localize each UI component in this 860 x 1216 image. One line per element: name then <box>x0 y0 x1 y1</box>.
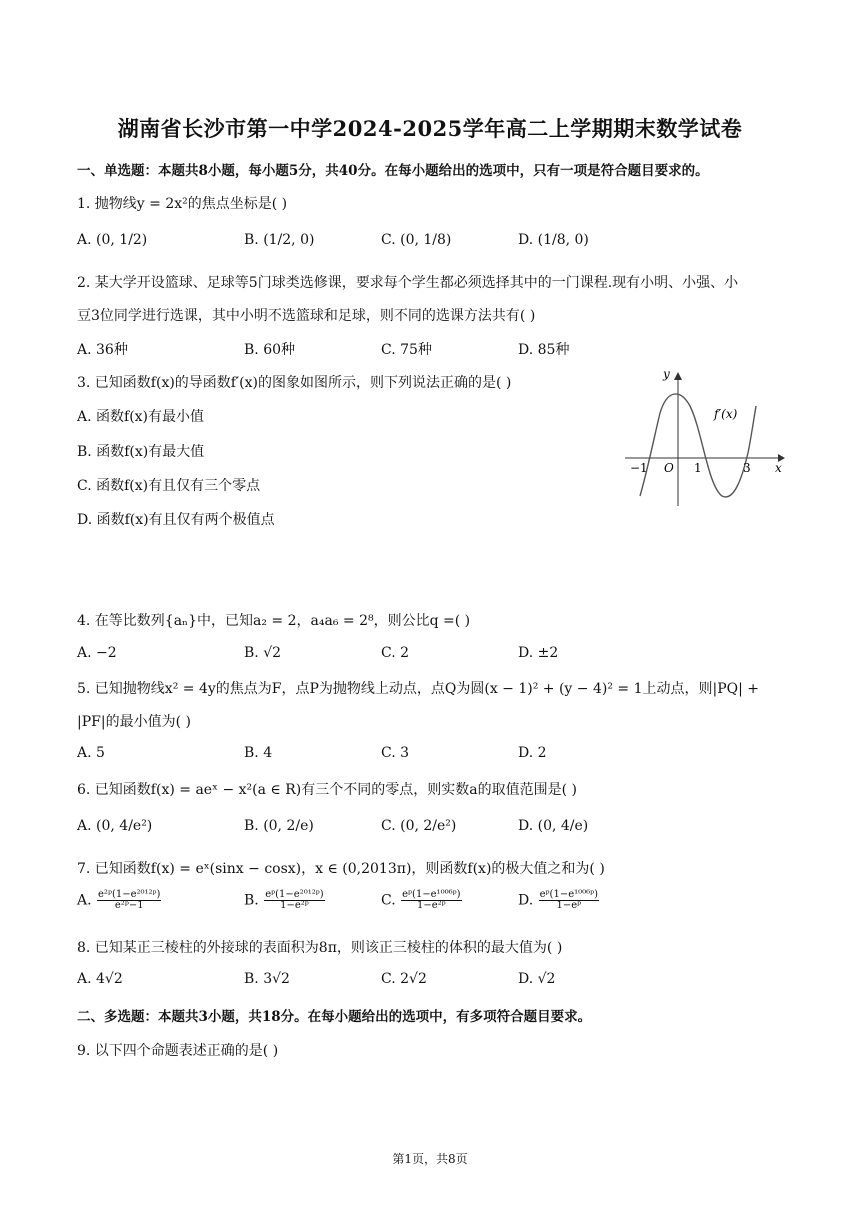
numerator: eᵖ(1−e¹⁰⁰⁶ᵖ) <box>539 889 599 900</box>
question-3-stem: 3. 已知函数f(x)的导函数f′(x)的图象如图所示，则下列说法正确的是( ) <box>77 375 512 391</box>
numerator: e²ᵖ(1−e²⁰¹²ᵖ) <box>98 889 161 900</box>
question-6-option-a: A. (0, 4/e²) <box>77 818 153 834</box>
question-4-option-c: C. 2 <box>381 645 410 661</box>
question-5-stem-line-1: 5. 已知抛物线x² = 4y的焦点为F，点P为抛物线上动点，点Q为圆(x − 1)² + (y − 4)² = 1上动点，则|PQ| + <box>77 681 760 697</box>
question-2-option-d: D. 85种 <box>518 342 570 358</box>
tick-label-3: 3 <box>743 461 751 475</box>
question-6-option-b: B. (0, 2/e) <box>244 818 314 834</box>
option-letter: D. <box>518 892 534 909</box>
question-4-option-d: D. ±2 <box>518 645 559 661</box>
fraction <box>401 890 461 911</box>
option-letter: C. <box>381 892 396 909</box>
section-multiple-choice-header: 二、多选题：本题共3小题，共18分。在每小题给出的选项中，有多项符合题目要求。 <box>77 1009 592 1025</box>
curve-label: f′(x) <box>714 407 738 421</box>
question-3-option-d: D. 函数f(x)有且仅有两个极值点 <box>77 512 275 528</box>
option-letter: A. <box>77 892 92 909</box>
option-letter: B. <box>244 892 259 909</box>
y-axis-arrow <box>674 372 682 380</box>
question-4-stem: 4. 在等比数列{aₙ}中，已知a₂ = 2，a₄a₆ = 2⁸，则公比q =( ) <box>77 613 471 629</box>
question-5-option-b: B. 4 <box>244 745 273 761</box>
question-2-stem-line-2: 豆3位同学进行选课，其中小明不选篮球和足球，则不同的选课方法共有( ) <box>77 308 536 324</box>
question-1-option-b: B. (1/2, 0) <box>244 232 315 248</box>
numerator: eᵖ(1−e²⁰¹²ᵖ) <box>265 889 324 900</box>
question-7-option-a <box>77 890 162 911</box>
question-8-option-b: B. 3√2 <box>244 971 290 987</box>
fraction <box>539 890 599 911</box>
question-7-option-d <box>518 890 600 911</box>
question-5-option-d: D. 2 <box>518 745 547 761</box>
page-footer: 第1页，共8页 <box>392 1152 468 1166</box>
question-6-option-c: C. (0, 2/e²) <box>381 818 457 834</box>
section-single-choice-header: 一、单选题：本题共8小题，每小题5分，共40分。在每小题给出的选项中，只有一项是符合题目要求的。 <box>77 163 709 179</box>
question-1-option-a: A. (0, 1/2) <box>77 232 148 248</box>
question-3-option-b: B. 函数f(x)有最大值 <box>77 444 205 460</box>
question-1-stem: 1. 抛物线y = 2x²的焦点坐标是( ) <box>77 196 288 212</box>
origin-label: O <box>664 461 674 475</box>
question-3-option-a: A. 函数f(x)有最小值 <box>77 409 205 425</box>
fraction <box>264 890 324 911</box>
question-2-option-c: C. 75种 <box>381 342 432 358</box>
x-axis-label: x <box>775 461 782 475</box>
question-8-option-a: A. 4√2 <box>77 971 123 987</box>
question-1-option-d: D. (1/8, 0) <box>518 232 589 248</box>
question-2-option-b: B. 60种 <box>244 342 296 358</box>
denominator: e²ᵖ−1 <box>114 900 144 911</box>
question-5-option-a: A. 5 <box>77 745 105 761</box>
question-4-option-a: A. −2 <box>77 645 117 661</box>
question-5-option-c: C. 3 <box>381 745 410 761</box>
tick-label-neg1: −1 <box>630 461 648 475</box>
question-8-stem: 8. 已知某正三棱柱的外接球的表面积为8π，则该正三棱柱的体积的最大值为( ) <box>77 940 563 956</box>
derivative-curve <box>640 394 756 497</box>
question-2-option-a: A. 36种 <box>77 342 128 358</box>
derivative-graph-figure <box>620 368 785 508</box>
question-3-option-c: C. 函数f(x)有且仅有三个零点 <box>77 478 261 494</box>
denominator: 1−e²ᵖ <box>417 900 446 911</box>
question-4-option-b: B. √2 <box>244 645 282 661</box>
y-axis-label: y <box>663 368 670 381</box>
numerator: eᵖ(1−e¹⁰⁰⁶ᵖ) <box>402 889 461 900</box>
question-1-option-c: C. (0, 1/8) <box>381 232 452 248</box>
question-2-stem-line-1: 2. 某大学开设篮球、足球等5门球类选修课，要求每个学生都必须选择其中的一门课程.现有小明、小强、小 <box>77 275 739 291</box>
question-8-option-d: D. √2 <box>518 971 556 987</box>
question-7-stem: 7. 已知函数f(x) = eˣ(sinx − cosx)，x ∈ (0,2013π)，则函数f(x)的极大值之和为( ) <box>77 861 605 877</box>
tick-label-1: 1 <box>694 461 702 475</box>
denominator: 1−e²ᵖ <box>280 900 309 911</box>
question-6-stem: 6. 已知函数f(x) = aeˣ − x²(a ∈ R)有三个不同的零点，则实数a的取值范围是( ) <box>77 782 577 798</box>
question-5-stem-line-2: |PF|的最小值为( ) <box>77 714 191 730</box>
question-6-option-d: D. (0, 4/e) <box>518 818 589 834</box>
question-8-option-c: C. 2√2 <box>381 971 427 987</box>
denominator: 1−eᵖ <box>556 900 582 911</box>
fraction <box>97 890 161 911</box>
question-7-option-c <box>381 890 463 911</box>
page-title: 湖南省长沙市第一中学2024-2025学年高二上学期期末数学试卷 <box>117 116 743 141</box>
question-7-option-b <box>244 890 326 911</box>
question-9-stem: 9. 以下四个命题表述正确的是( ) <box>77 1043 279 1059</box>
